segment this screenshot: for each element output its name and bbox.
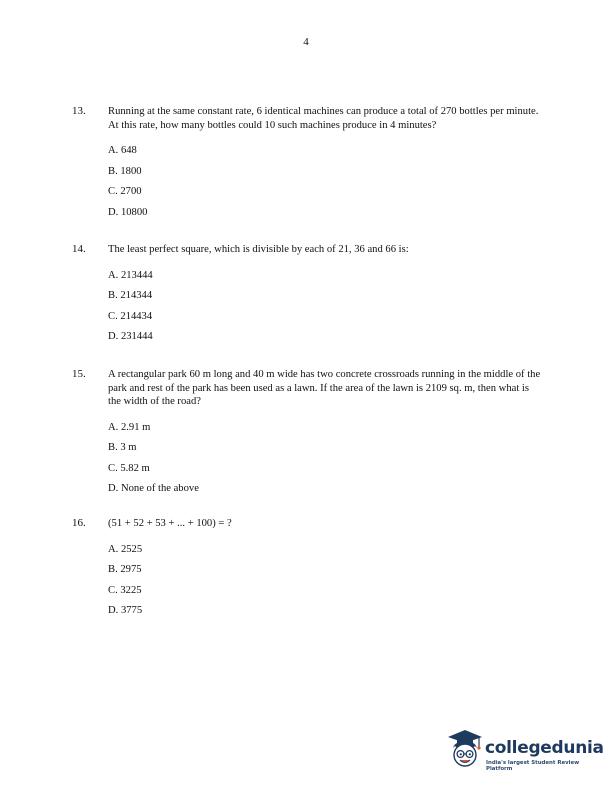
option-c: C. 3225 bbox=[108, 584, 142, 596]
brand-tagline: India's largest Student Review Platform bbox=[486, 760, 580, 772]
answer-options bbox=[108, 269, 542, 351]
answer-options bbox=[108, 144, 542, 226]
option-a: A. 2.91 m bbox=[108, 421, 151, 433]
question-text: (51 + 52 + 53 + ... + 100) = ? bbox=[108, 518, 232, 529]
question-text: The least perfect square, which is divisible by each of 21, 36 and 66 is: bbox=[108, 244, 409, 255]
option-c: C. 214434 bbox=[108, 310, 153, 322]
student-mascot-icon bbox=[444, 728, 484, 774]
option-b: B. 2975 bbox=[108, 564, 142, 575]
option-a: A. 213444 bbox=[108, 269, 153, 281]
question-text: Running at the same constant rate, 6 identical machines can produce a total of 270 bottles per minute. At this rate, how many bottles could 10 such machines produce in 4 minutes? bbox=[108, 106, 539, 131]
option-a: A. 648 bbox=[108, 145, 137, 156]
option-b: B. 1800 bbox=[108, 165, 142, 177]
question-number: 16. bbox=[72, 517, 86, 529]
question-15 bbox=[72, 368, 542, 503]
question-14 bbox=[72, 243, 542, 351]
question-16 bbox=[72, 517, 542, 625]
option-d: D. None of the above bbox=[108, 483, 199, 494]
option-a: A. 2525 bbox=[108, 543, 143, 555]
answer-options bbox=[108, 543, 542, 625]
option-c: C. 2700 bbox=[108, 186, 142, 197]
page-number: 4 bbox=[303, 36, 309, 48]
question-13 bbox=[72, 105, 542, 226]
brand-name: collegedunia bbox=[485, 738, 604, 758]
option-b: B. 214344 bbox=[108, 290, 153, 301]
collegedunia-watermark bbox=[444, 728, 604, 776]
answer-options bbox=[108, 421, 542, 503]
question-number: 13. bbox=[72, 105, 86, 117]
option-c: C. 5.82 m bbox=[108, 462, 150, 474]
question-number: 14. bbox=[72, 243, 86, 255]
option-d: D. 10800 bbox=[108, 206, 148, 218]
option-d: D. 231444 bbox=[108, 331, 153, 342]
option-b: B. 3 m bbox=[108, 442, 137, 453]
option-d: D. 3775 bbox=[108, 605, 143, 616]
question-text: A rectangular park 60 m long and 40 m wide has two concrete crossroads running in the middle of the park and rest of the park has been used as a lawn. If the area of the lawn is 2109 sq. m, then what is the width of the road? bbox=[108, 369, 541, 407]
question-number: 15. bbox=[72, 368, 86, 380]
